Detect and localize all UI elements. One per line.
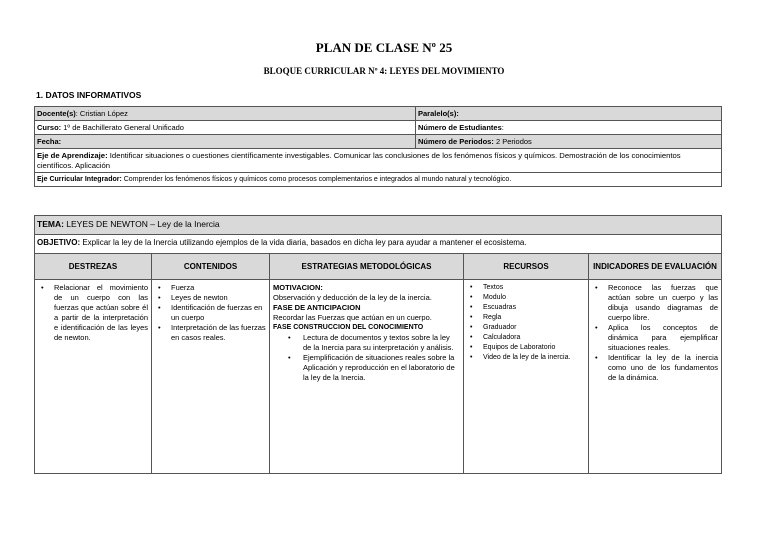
info-row-eje-aprendizaje: [35, 149, 722, 173]
column-header-destrezas: DESTREZAS: [35, 254, 152, 280]
plan-subtitle: BLOQUE CURRICULAR Nº 4: LEYES DEL MOVIMIENTO: [263, 66, 505, 76]
list-item: • Textos: [470, 284, 504, 291]
recursos-cell: [464, 280, 589, 474]
list-item: • Identificación de fuerzas en un cuerpo: [158, 303, 263, 322]
list-item: • Identificar la ley de la inercia como uno de los fundamentos de la dinámica.: [595, 353, 718, 382]
indicadores-cell: [589, 280, 722, 474]
periodos-cell: Número de Periodos: 2 Periodos: [416, 135, 722, 149]
motivacion-title: MOTIVACION:: [273, 283, 323, 292]
list-item: • Graduador: [470, 324, 517, 331]
content-row: [35, 280, 722, 474]
info-row-fecha: [35, 135, 722, 149]
column-header-indicadores: INDICADORES DE EVALUACIÓN: [589, 254, 722, 280]
motivacion-text: Observación y deducción de la ley de la inercia.: [273, 293, 432, 302]
objetivo-cell: OBJETIVO: Explicar la ley de la Inercia utilizando ejemplos de la vida diaria, basados en dicha ley para ayudar a mantener el ecosistema.: [35, 235, 722, 254]
list-item: • Calculadora: [470, 334, 521, 341]
section-heading: 1. DATOS INFORMATIVOS: [36, 90, 142, 100]
list-item: • Lectura de documentos y textos sobre la ley de la Inercia para su interpretación y análisis.: [288, 333, 454, 352]
list-item: • Interpretación de las fuerzas en casos reales.: [158, 323, 266, 342]
column-header-recursos: RECURSOS: [464, 254, 589, 280]
estudiantes-cell: Número de Estudiantes:: [416, 121, 722, 135]
list-item: • Equipos de Laboratorio: [470, 344, 556, 351]
list-item: • Regla: [470, 314, 502, 321]
paralelo-cell: Paralelo(s):: [416, 107, 722, 121]
contenidos-cell: [152, 280, 270, 474]
fecha-cell: Fecha:: [35, 135, 416, 149]
destrezas-cell: [35, 280, 152, 474]
list-item: • Fuerza: [158, 283, 195, 292]
plan-table: [34, 215, 722, 474]
info-table: [34, 106, 722, 187]
docente-cell: Docente(s): Cristian López: [35, 107, 416, 121]
tema-row: [35, 216, 722, 235]
list-item: • Modulo: [470, 294, 506, 301]
list-item: • Relacionar el movimiento de un cuerpo con las fuerzas que actúan sobre él a partir de la interpretación e identificación de las leyes de newton.: [41, 283, 148, 342]
list-item: • Ejemplificación de situaciones reales sobre la Aplicación y reproducción en el laboratorio de la ley de la Inercia.: [288, 353, 455, 382]
estrategias-cell: [270, 280, 464, 474]
anticipacion-text: Recordar las Fuerzas que actúan en un cuerpo.: [273, 313, 432, 322]
list-item: • Reconoce las fuerzas que actúan sobre un cuerpo y las dibuja usando diagramas de cuerpo libre.: [595, 283, 718, 322]
eje-aprendizaje-cell: Eje de Aprendizaje: Identificar situaciones o cuestiones científicamente investigables. Comunicar las conclusiones de los fenómenos físicos y químicos. Demostración de los conocimientos científicos. Aplicación: [35, 149, 722, 173]
column-header-row: [35, 254, 722, 280]
list-item: • Escuadras: [470, 304, 517, 311]
list-item: • Aplica los conceptos de dinámica para ejemplificar situaciones reales.: [595, 323, 718, 352]
info-row-docente: [35, 107, 722, 121]
tema-cell: TEMA: LEYES DE NEWTON – Ley de la Inercia: [35, 216, 722, 235]
objetivo-row: [35, 235, 722, 254]
info-row-curso: [35, 121, 722, 135]
plan-title: PLAN DE CLASE Nº 25: [315, 40, 453, 55]
list-item: • Video de la ley de la inercia.: [470, 354, 571, 361]
info-row-eje-curricular: [35, 173, 722, 187]
column-header-estrategias: ESTRATEGIAS METODOLÓGICAS: [270, 254, 464, 280]
eje-curricular-cell: Eje Curricular Integrador: Comprender los fenómenos físicos y químicos como procesos complementarios e integrados al mundo natural y tecnológico.: [35, 173, 722, 187]
list-item: • Leyes de newton: [158, 293, 228, 302]
anticipacion-title: FASE DE ANTICIPACION: [273, 303, 361, 312]
curso-cell: Curso: 1º de Bachillerato General Unificado: [35, 121, 416, 135]
construccion-title: FASE CONSTRUCCION DEL CONOCIMIENTO: [273, 324, 424, 331]
column-header-contenidos: CONTENIDOS: [152, 254, 270, 280]
